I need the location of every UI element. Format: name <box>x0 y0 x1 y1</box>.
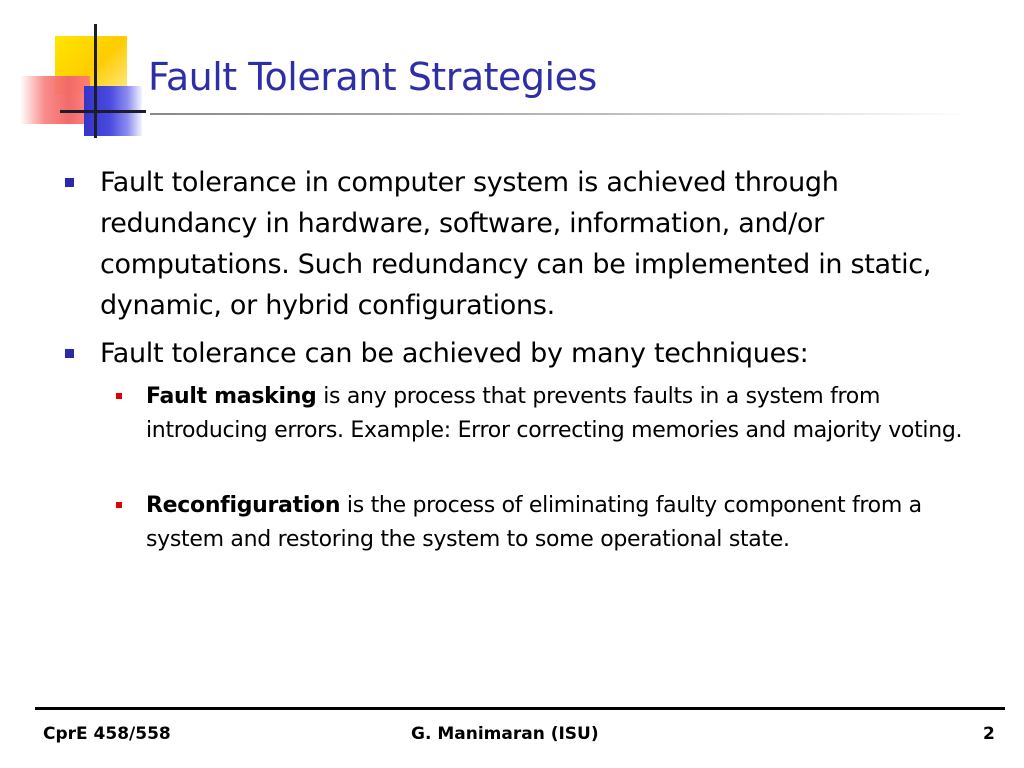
footer-author: G. Manimaran (ISU) <box>411 724 599 744</box>
footer-course: CprE 458/558 <box>43 724 171 744</box>
logo-horizontal-line <box>60 110 146 113</box>
square-bullet-icon <box>65 178 74 187</box>
logo-vertical-line <box>94 24 97 138</box>
sub-bullet-text: is any process that prevents faults in a system from introducing errors. Example: Error correcting memories and majority voting. <box>146 384 963 443</box>
small-square-bullet-icon <box>116 502 122 508</box>
logo-red-square <box>20 76 90 124</box>
bullet-item <box>100 333 980 374</box>
bullet-item <box>100 162 980 326</box>
footer-rule <box>35 707 1005 710</box>
bullet-text: Fault tolerance in computer system is achieved through redundancy in hardware, software, information, and/or computations. Such redundancy can be implemented in static, dynamic, or hybrid configurations. <box>100 167 932 321</box>
sub-bullet-text: is the process of eliminating faulty component from a system and restoring the system to some operational state. <box>146 493 922 552</box>
square-bullet-icon <box>65 349 74 358</box>
sub-bullet-item <box>146 489 996 557</box>
footer-page-number: 2 <box>983 724 995 744</box>
sub-bullet-item <box>146 380 996 448</box>
sub-bullet-term: Fault masking <box>146 384 317 409</box>
title-underline <box>150 113 970 115</box>
slide-title: Fault Tolerant Strategies <box>148 55 597 99</box>
bullet-text: Fault tolerance can be achieved by many techniques: <box>100 338 809 369</box>
sub-bullet-term: Reconfiguration <box>146 493 341 518</box>
small-square-bullet-icon <box>116 393 122 399</box>
